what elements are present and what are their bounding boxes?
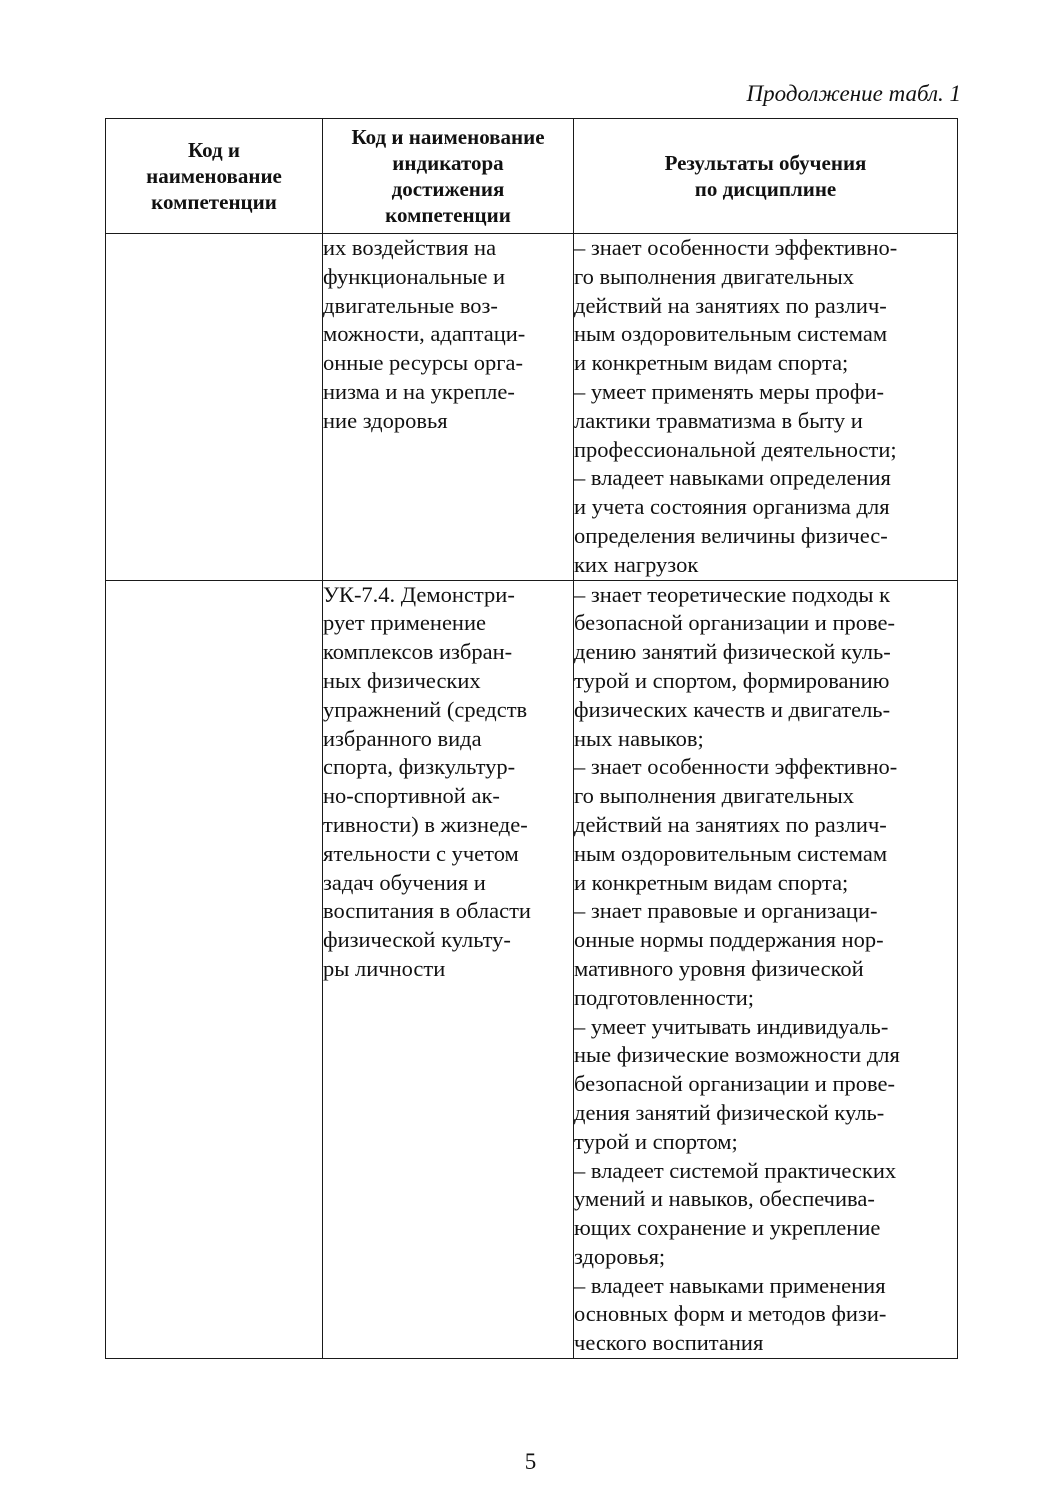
cell-text-line: воспитания в области (323, 898, 531, 924)
cell-text-line: физической культу- (323, 927, 511, 953)
cell-text-line: упражнений (средств (323, 696, 528, 722)
cell-text-line: – знает правовые и организаци- (574, 898, 878, 924)
header-text-line: Код и (187, 138, 241, 162)
competency-table (105, 118, 958, 1359)
header-text-line: Результаты обучения (664, 151, 867, 175)
cell-text-line: спорта, физкультур- (323, 754, 516, 780)
table-caption: Продолжение табл. 1 (746, 81, 961, 106)
cell-text-line: и конкретным видам спорта; (574, 350, 849, 376)
table-header-row (106, 119, 958, 234)
cell-text-line: турой и спортом, формированию (574, 667, 890, 693)
cell-text-line: ние здоровья (323, 407, 448, 433)
cell-text-line: – знает особенности эффективно- (574, 754, 898, 780)
cell-text-line: здоровья; (574, 1243, 666, 1269)
cell-text-line: – умеет применять меры профи- (574, 378, 885, 404)
cell-text-line: и учета состояния организма для (574, 494, 890, 520)
header-text-line: по дисциплине (694, 177, 837, 201)
cell-text-line: можности, адаптаци- (323, 321, 526, 347)
cell-text-line: ких нагрузок (574, 551, 699, 577)
indicator-cell (323, 580, 574, 1359)
cell-text-line: рует применение (323, 610, 487, 636)
header-cell-lines (574, 148, 957, 204)
header-text-line: Код и наименование (351, 125, 545, 149)
cell-text-line: физических качеств и двигатель- (574, 696, 891, 722)
results-cell (574, 234, 958, 581)
cell-text-line: действий на занятиях по различ- (574, 811, 887, 837)
cell-text-line: ных физических (323, 667, 481, 693)
cell-text-line: ятельности с учетом (323, 840, 519, 866)
cell-text-line: двигательные воз- (323, 292, 498, 318)
competence-cell (106, 234, 323, 581)
cell-text-line: функциональные и (323, 263, 506, 289)
cell-text-line: – владеет системой практических (574, 1157, 897, 1183)
cell-text-line: ные физические возможности для (574, 1042, 900, 1068)
header-text-line: компетенции (385, 203, 511, 227)
cell-text-line: дению занятий физической куль- (574, 639, 891, 665)
cell-text-line: ческого воспитания (574, 1330, 764, 1356)
cell-text-line: задач обучения и (323, 869, 486, 895)
cell-text-line: го выполнения двигательных (574, 263, 855, 289)
header-results (574, 119, 958, 234)
cell-text-line: – владеет навыками применения (574, 1272, 886, 1298)
cell-text-line: го выполнения двигательных (574, 783, 855, 809)
cell-text-line: ным оздоровительным системам (574, 840, 888, 866)
cell-text-line: безопасной организации и прове- (574, 610, 895, 636)
cell-text-line: безопасной организации и прове- (574, 1071, 895, 1097)
header-text-line: компетенции (151, 190, 277, 214)
cell-text-line: онные ресурсы орга- (323, 350, 523, 376)
cell-text-line: действий на занятиях по различ- (574, 292, 887, 318)
header-indicator (323, 119, 574, 234)
table-row (106, 580, 958, 1359)
cell-text-line: их воздействия на (323, 235, 497, 260)
cell-text-line: комплексов избран- (323, 639, 513, 665)
cell-text-line: подготовленности; (574, 984, 755, 1010)
cell-text-line: и конкретным видам спорта; (574, 869, 849, 895)
page-number: 5 (524, 1449, 537, 1474)
cell-text-line: – владеет навыками определения (574, 465, 891, 491)
cell-text-line: онные нормы поддержания нор- (574, 927, 884, 953)
cell-text-line: ры личности (323, 955, 446, 981)
cell-text-line: определения величины физичес- (574, 522, 888, 548)
header-text-line: наименование (146, 164, 282, 188)
cell-text-line: ющих сохранение и укрепление (574, 1215, 881, 1241)
header-text-line: достижения (391, 177, 505, 201)
indicator-cell (323, 234, 574, 581)
header-text-line: индикатора (392, 151, 504, 175)
cell-text-line: умений и навыков, обеспечива- (574, 1186, 875, 1212)
cell-text-line: УК-7.4. Демонстри- (323, 581, 515, 607)
cell-text-line: ным оздоровительным системам (574, 321, 888, 347)
table-row (106, 234, 958, 581)
cell-text-line: – умеет учитывать индивидуаль- (574, 1013, 889, 1039)
cell-text-line: профессиональной деятельности; (574, 436, 897, 462)
header-cell-lines (106, 135, 322, 217)
cell-text-line: избранного вида (323, 725, 482, 751)
results-cell (574, 580, 958, 1359)
cell-text-line: основных форм и методов физи- (574, 1301, 887, 1327)
competence-cell (106, 580, 323, 1359)
cell-text-line: ных навыков; (574, 725, 704, 751)
cell-text-line: лактики травматизма в быту и (574, 407, 863, 433)
cell-text-line: турой и спортом; (574, 1128, 738, 1154)
cell-text-line: – знает особенности эффективно- (574, 235, 898, 260)
cell-text-line: тивности) в жизнеде- (323, 811, 528, 837)
header-competence (106, 119, 323, 234)
cell-text-line: – знает теоретические подходы к (574, 581, 891, 607)
cell-text-line: низма и на укрепле- (323, 378, 515, 404)
cell-text-line: дения занятий физической куль- (574, 1099, 885, 1125)
header-cell-lines (323, 122, 573, 230)
cell-text-line: мативного уровня физической (574, 955, 864, 981)
cell-text-line: но-спортивной ак- (323, 783, 500, 809)
